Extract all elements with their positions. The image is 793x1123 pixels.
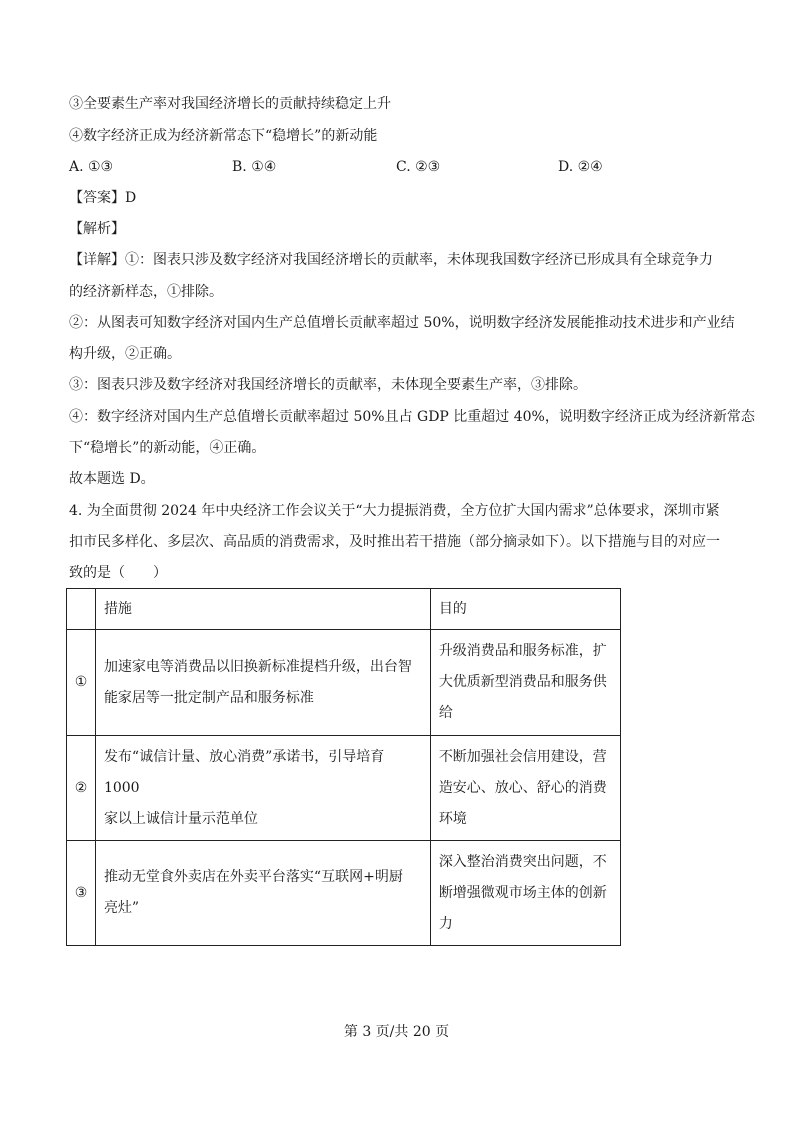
table-row	[67, 630, 621, 736]
row-number: ②	[67, 736, 96, 841]
header-num-cell	[67, 589, 96, 630]
question-4-line-1: 4. 为全面贯彻 2024 年中央经济工作会议关于“大力提振消费，全方位扩大国内需求”总体要求，深圳市紧	[69, 503, 720, 519]
analysis-tag: 【解析】	[69, 221, 125, 237]
measure-line: 家以上诚信计量示范单位	[103, 810, 258, 827]
measure-cell	[95, 736, 430, 841]
answer-tag: 【答案】	[69, 190, 125, 206]
detail-line-6: ④：数字经济对国内生产总值增长贡献率超过 50%且占 GDP 比重超过 40%，说明数字经济正成为经济新常态	[69, 409, 755, 425]
purpose-line: 升级消费品和服务标准，扩	[438, 643, 607, 659]
question-option-4: ④数字经济正成为经济新常态下“稳增长”的新动能	[69, 128, 378, 144]
choice-c[interactable]: C. ②③	[396, 159, 441, 175]
table-header-row	[67, 589, 621, 630]
purpose-line: 断增强微观市场主体的创新	[438, 884, 607, 901]
question-option-3: ③全要素生产率对我国经济增长的贡献持续稳定上升	[69, 96, 391, 112]
purpose-cell	[430, 630, 620, 736]
purpose-line: 给	[438, 705, 453, 721]
measure-line: 亮灶”	[103, 900, 140, 916]
measure-line: 能家居等一批定制产品和服务标准	[103, 689, 314, 706]
row-number: ③	[67, 841, 96, 946]
purpose-cell	[430, 736, 620, 841]
answer-line	[69, 188, 136, 208]
purpose-line: 力	[438, 915, 453, 932]
choice-d[interactable]: D. ②④	[558, 159, 603, 175]
table-row	[67, 841, 621, 946]
detail-line-1: 【详解】①：图表只涉及数字经济对我国经济增长的贡献率，未体现我国数字经济已形成具有全球竞争力	[69, 252, 713, 268]
choice-b[interactable]: B. ①④	[232, 159, 277, 175]
question-4-line-2: 扣市民多样化、多层次、高品质的消费需求，及时推出若干措施（部分摘录如下）。以下措施与目的对应一	[69, 534, 720, 550]
measure-cell	[95, 841, 430, 946]
purpose-line: 大优质新型消费品和服务供	[438, 674, 607, 690]
detail-line-5: ③：图表只涉及数字经济对我国经济增长的贡献率，未体现全要素生产率，③排除。	[69, 377, 587, 393]
measure-cell	[95, 630, 430, 736]
question-4-line-3: 致的是（ ）	[69, 565, 167, 581]
measure-line: 发布“诚信计量、放心消费”承诺书，引导培育 1000	[103, 748, 385, 796]
answer-value: D	[125, 190, 137, 206]
measure-line: 推动无堂食外卖店在外卖平台落实“互联网+明厨	[103, 869, 403, 885]
purpose-line: 不断加强社会信用建设，营	[438, 748, 607, 765]
header-measure-cell: 措施	[95, 589, 430, 630]
measures-table	[66, 588, 621, 946]
purpose-line: 环境	[438, 810, 467, 827]
detail-line-7: 下“稳增长”的新动能，④正确。	[69, 440, 266, 456]
detail-line-2: 的经济新样态，①排除。	[69, 284, 223, 300]
purpose-line: 造安心、放心、舒心的消费	[438, 779, 607, 796]
row-number: ①	[67, 630, 96, 736]
choice-a[interactable]: A. ①③	[69, 159, 114, 175]
detail-line-3: ②：从图表可知数字经济对国内生产总值增长贡献率超过 50%，说明数字经济发展能推动技术进步和产业结	[69, 315, 735, 331]
conclusion: 故本题选 D。	[69, 471, 155, 487]
header-purpose-cell: 目的	[430, 589, 620, 630]
measure-line: 加速家电等消费品以旧换新标准提档升级，出台智	[103, 658, 412, 675]
table-row	[67, 736, 621, 841]
purpose-cell	[430, 841, 620, 946]
purpose-line: 深入整治消费突出问题，不	[438, 853, 607, 870]
page-footer: 第 3 页/共 20 页	[343, 1024, 450, 1040]
detail-line-4: 构升级，②正确。	[69, 346, 181, 362]
